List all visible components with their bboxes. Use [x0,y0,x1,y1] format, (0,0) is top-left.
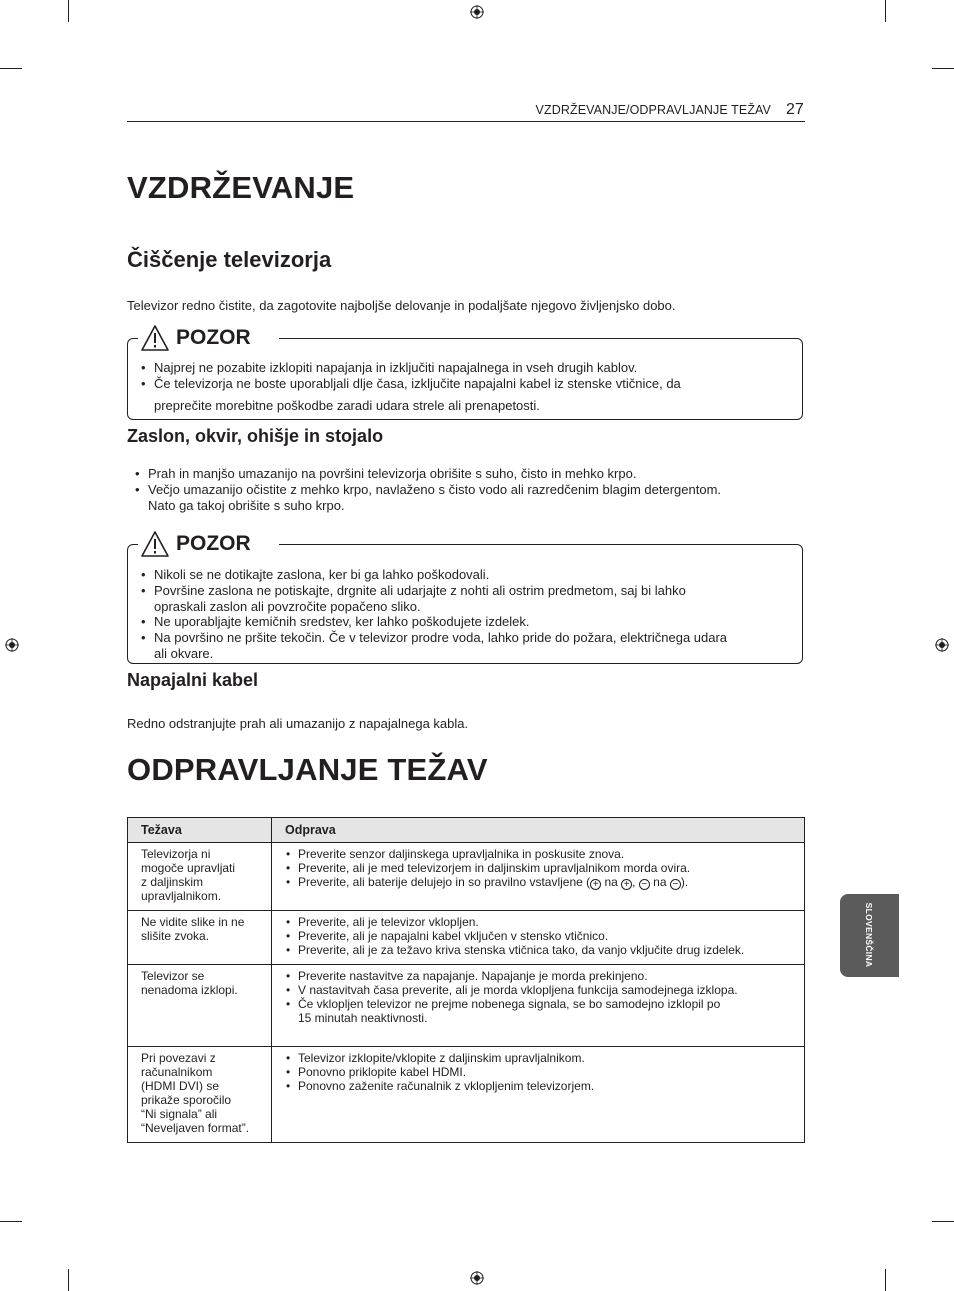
cleaning-intro: Televizor redno čistite, da zagotovite najboljše delovanje in podaljšate njegovo življenjsko dobo. [127,298,676,313]
problem-line: “Ni signala” ali [141,1107,218,1121]
registration-mark-icon [470,5,484,19]
problem-line: “Neveljaven format”. [141,1121,250,1135]
registration-mark-icon [935,638,949,652]
list-item-continuation: Nato ga takoj obrišite s suho krpo. [148,498,345,513]
registration-mark-icon [470,1271,484,1285]
list-item: • Televizor izklopite/vklopite z daljinskim upravljalnikom. [285,1051,804,1065]
list-item: • Ponovno zaženite računalnik z vklopljenim televizorjem. [285,1079,804,1093]
troubleshooting-table [127,817,805,1143]
crop-mark [0,1221,22,1222]
power-cable-title: Napajalni kabel [127,670,259,690]
list-item: • Če televizorja ne boste uporabljali dlje časa, izključite napajalni kabel iz stenske vtičnice, da [138,376,788,392]
table-row [128,965,805,1047]
caution-box [127,532,803,664]
caution-label: POZOR [176,532,251,555]
crop-mark [885,1269,886,1291]
list-item: • Najprej ne pozabite izklopiti napajanja in izključiti napajalnega in vseh drugih kablov. [138,360,788,376]
list-item: • Na površino ne pršite tekočin. Če v televizor prodre voda, lahko pride do požara, električnega udara [138,630,798,646]
list-item: • Površine zaslona ne potiskajte, drgnite ali udarjajte z nohti ali ostrim predmetom, saj bi lahko [138,583,798,599]
problem-cell [128,911,272,965]
language-tab [840,894,899,977]
problem-line: Ne vidite slike in ne [141,915,245,929]
table-header-row [128,818,805,843]
header-rule [127,121,805,122]
problem-cell [128,1047,272,1143]
minus-terminal-icon: − [639,879,650,890]
battery-text: na [649,875,670,889]
list-item: • V nastavitvah časa preverite, ali je morda vklopljena funkcija samodejnega izklopa. [285,983,804,997]
list-item: • Preverite, ali je med televizorjem in daljinskim upravljalnikom morda ovira. [285,861,804,875]
list-item: • Večjo umazanijo očistite z mehko krpo, navlaženo s čisto vodo ali razredčenim blagim detergentom. [132,482,802,498]
problem-line: slišite zvoka. [141,929,210,943]
problem-line: računalnikom [141,1065,213,1079]
list-item-continuation: opraskali zaslon ali povzročite popačeno sliko. [154,599,421,614]
list-item: • Ne uporabljajte kemičnih sredstev, ker lahko poškodujete izdelek. [138,614,798,630]
page-number: 27 [786,101,804,118]
solution-list [285,1051,804,1093]
problem-line: nenadoma izklopi. [141,983,238,997]
list-item: • Nikoli se ne dotikajte zaslona, ker bi ga lahko poškodovali. [138,567,798,583]
language-tab-label: SLOVENŠČINA [864,902,874,968]
registration-mark-icon [5,638,19,652]
list-item-continuation: ali okvare. [154,646,214,661]
crop-mark [68,1269,69,1291]
problem-line: z daljinskim [141,875,204,889]
problem-line: (HDMI DVI) se [141,1079,219,1093]
caution-heading [138,529,279,559]
caution-heading [138,323,279,353]
maintenance-title: VZDRŽEVANJE [127,170,355,205]
battery-text: Preverite, ali baterije delujejo in so pravilno vstavljene ( [298,875,591,889]
crop-mark [932,1221,954,1222]
caution-list [138,567,798,599]
solution-cell [272,1047,805,1143]
warning-triangle-icon [140,324,170,352]
crop-mark [932,68,954,69]
solution-list [285,915,804,957]
solution-cell [272,911,805,965]
list-item: • Če vklopljen televizor ne prejme nobenega signala, se bo samodejno izklopil po [285,997,804,1011]
crop-mark [0,68,22,69]
caution-list [138,614,798,646]
caution-list [138,360,788,392]
minus-terminal-icon: − [670,879,681,890]
plus-terminal-icon: + [590,879,601,890]
plus-terminal-icon: + [621,879,632,890]
list-item: • Preverite senzor daljinskega upravljalnika in poskusite znova. [285,847,804,861]
cleaning-title: Čiščenje televizorja [127,247,332,272]
solution-list [285,847,804,890]
solution-cell [272,965,805,1047]
problem-line: mogoče upravljati [141,861,236,875]
solution-cell [272,843,805,911]
solution-list [285,969,804,1011]
list-item: • Preverite, ali je za težavo kriva stenska vtičnica tako, da vanjo vključite drug izdelek. [285,943,804,957]
column-header-problem: Težava [128,818,272,843]
table-row [128,843,805,911]
column-header-solution: Odprava [272,818,805,843]
problem-line: Pri povezavi z [141,1051,216,1065]
problem-line: Televizor se [141,969,205,983]
screen-title: Zaslon, okvir, ohišje in stojalo [127,426,384,446]
running-header: VZDRŽEVANJE/ODPRAVLJANJE TEŽAV [535,103,771,117]
problem-line: upravljalnikom. [141,889,222,903]
list-item: • Preverite, ali je televizor vklopljen. [285,915,804,929]
warning-triangle-icon [140,530,170,558]
caution-box [127,326,803,420]
list-item: • Prah in manjšo umazanijo na površini televizorja obrišite s suho, čisto in mehko krpo. [132,466,802,482]
list-item: • Ponovno priklopite kabel HDMI. [285,1065,804,1079]
battery-text: , [632,875,639,889]
list-item-continuation: 15 minutah neaktivnosti. [298,1011,428,1025]
table-row [128,911,805,965]
problem-line: prikaže sporočilo [141,1093,232,1107]
crop-mark [885,0,886,22]
list-item: • Preverite nastavitve za napajanje. Napajanje je morda prekinjeno. [285,969,804,983]
battery-text: ). [680,875,689,889]
battery-text: na [601,875,622,889]
crop-mark [68,0,69,22]
troubleshooting-title: ODPRAVLJANJE TEŽAV [127,752,488,787]
problem-line: Televizorja ni [141,847,211,861]
caution-label: POZOR [176,326,251,349]
screen-list [132,466,802,498]
list-item-continuation: preprečite morebitne poškodbe zaradi udara strele ali prenapetosti. [154,398,540,413]
list-item: • Preverite, ali je napajalni kabel vključen v stensko vtičnico. [285,929,804,943]
problem-cell [128,965,272,1047]
list-item [285,875,804,890]
table-row [128,1047,805,1143]
power-cable-text: Redno odstranjujte prah ali umazanijo z napajalnega kabla. [127,716,469,731]
problem-cell [128,843,272,911]
